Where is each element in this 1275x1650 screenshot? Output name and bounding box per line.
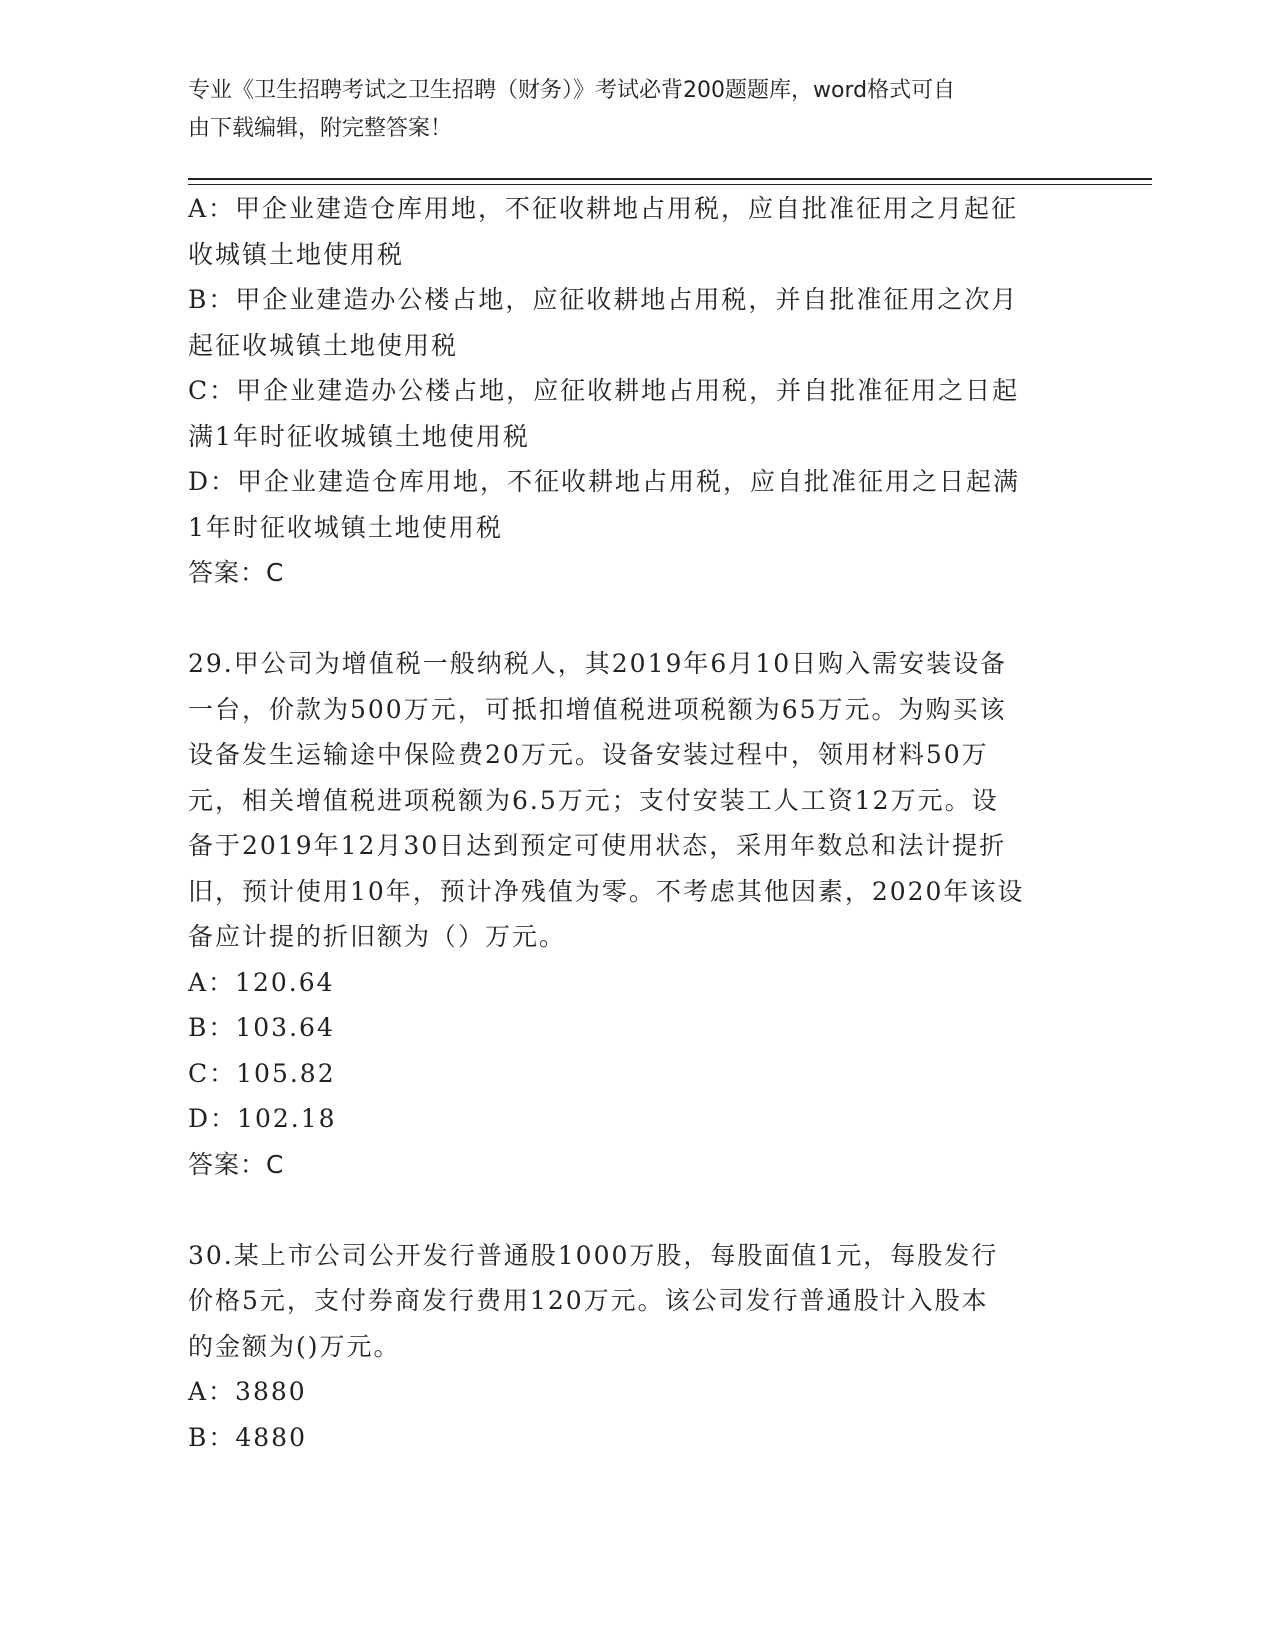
q29-option-c: C：105.82 — [188, 1058, 336, 1088]
q28-option-c-line-1: C：甲企业建造办公楼占地，应征收耕地占用税，并自批准征用之日起 — [188, 376, 1020, 405]
q29-stem-line-7: 备应计提的折旧额为（）万元。 — [188, 922, 567, 951]
q28-option-b-line-2: 起征收城镇土地使用税 — [188, 330, 459, 360]
q28-option-a-line-2: 收城镇土地使用税 — [188, 239, 405, 269]
q30-option-b: B：4880 — [188, 1422, 307, 1452]
q29-stem-line-6: 旧，预计使用10年，预计净残值为零。不考虑其他因素，2020年该设 — [188, 876, 1025, 906]
q30-stem-line-2: 价格5元，支付券商发行费用120万元。该公司发行普通股计入股本 — [188, 1286, 989, 1315]
q30-stem-line-1: 30.某上市公司公开发行普通股1000万股，每股面值1元，每股发行 — [188, 1240, 999, 1270]
document-header — [188, 72, 1068, 148]
header-line-1: 专业《卫生招聘考试之卫生招聘（财务）》考试必背200题题库，word格式可自 — [188, 78, 956, 103]
q29-option-b: B：103.64 — [188, 1013, 335, 1042]
q28-option-c-line-2: 满1年时征收城镇土地使用税 — [188, 421, 530, 451]
q28-option-b-line-1: B：甲企业建造办公楼占地，应征收耕地占用税，并自批准征用之次月 — [188, 285, 1019, 314]
q29-option-a: A：120.64 — [188, 967, 335, 997]
q28-option-d-line-1: D：甲企业建造仓库用地，不征收耕地占用税，应自批准征用之日起满 — [188, 467, 1021, 496]
q30-option-a: A：3880 — [188, 1377, 307, 1406]
q30-stem-line-3: 的金额为()万元。 — [188, 1331, 401, 1361]
header-divider-thin — [188, 184, 1152, 185]
q29-stem-line-3: 设备发生运输途中保险费20万元。设备安装过程中，领用材料50万 — [188, 740, 989, 769]
document-body — [188, 186, 1078, 1460]
q29-stem-line-1: 29.甲公司为增值税一般纳税人，其2019年6月10日购入需安装设备 — [188, 649, 1008, 678]
q29-stem-line-2: 一台，价款为500万元，可抵扣增值税进项税额为65万元。为购买该 — [188, 694, 1007, 724]
q28-option-d-line-2: 1年时征收城镇土地使用税 — [188, 512, 503, 542]
q28-option-a-line-1: A：甲企业建造仓库用地，不征收耕地占用税，应自批准征用之月起征 — [188, 194, 1019, 223]
question-28-options — [188, 186, 1078, 596]
spacer — [188, 1187, 1078, 1233]
spacer — [188, 596, 1078, 642]
q29-stem-line-5: 备于2019年12月30日达到预定可使用状态，采用年数总和法计提折 — [188, 831, 1007, 860]
header-line-2: 由下载编辑，附完整答案！ — [188, 116, 453, 141]
q29-stem-line-4: 元，相关增值税进项税额为6.5万元；支付安装工人工资12万元。设 — [188, 785, 999, 815]
header-divider-thick — [188, 178, 1152, 180]
q29-answer: 答案：C — [188, 1149, 285, 1179]
question-29 — [188, 641, 1078, 1187]
question-30 — [188, 1233, 1078, 1461]
q28-answer: 答案：C — [188, 558, 285, 587]
q29-option-d: D：102.18 — [188, 1104, 337, 1133]
